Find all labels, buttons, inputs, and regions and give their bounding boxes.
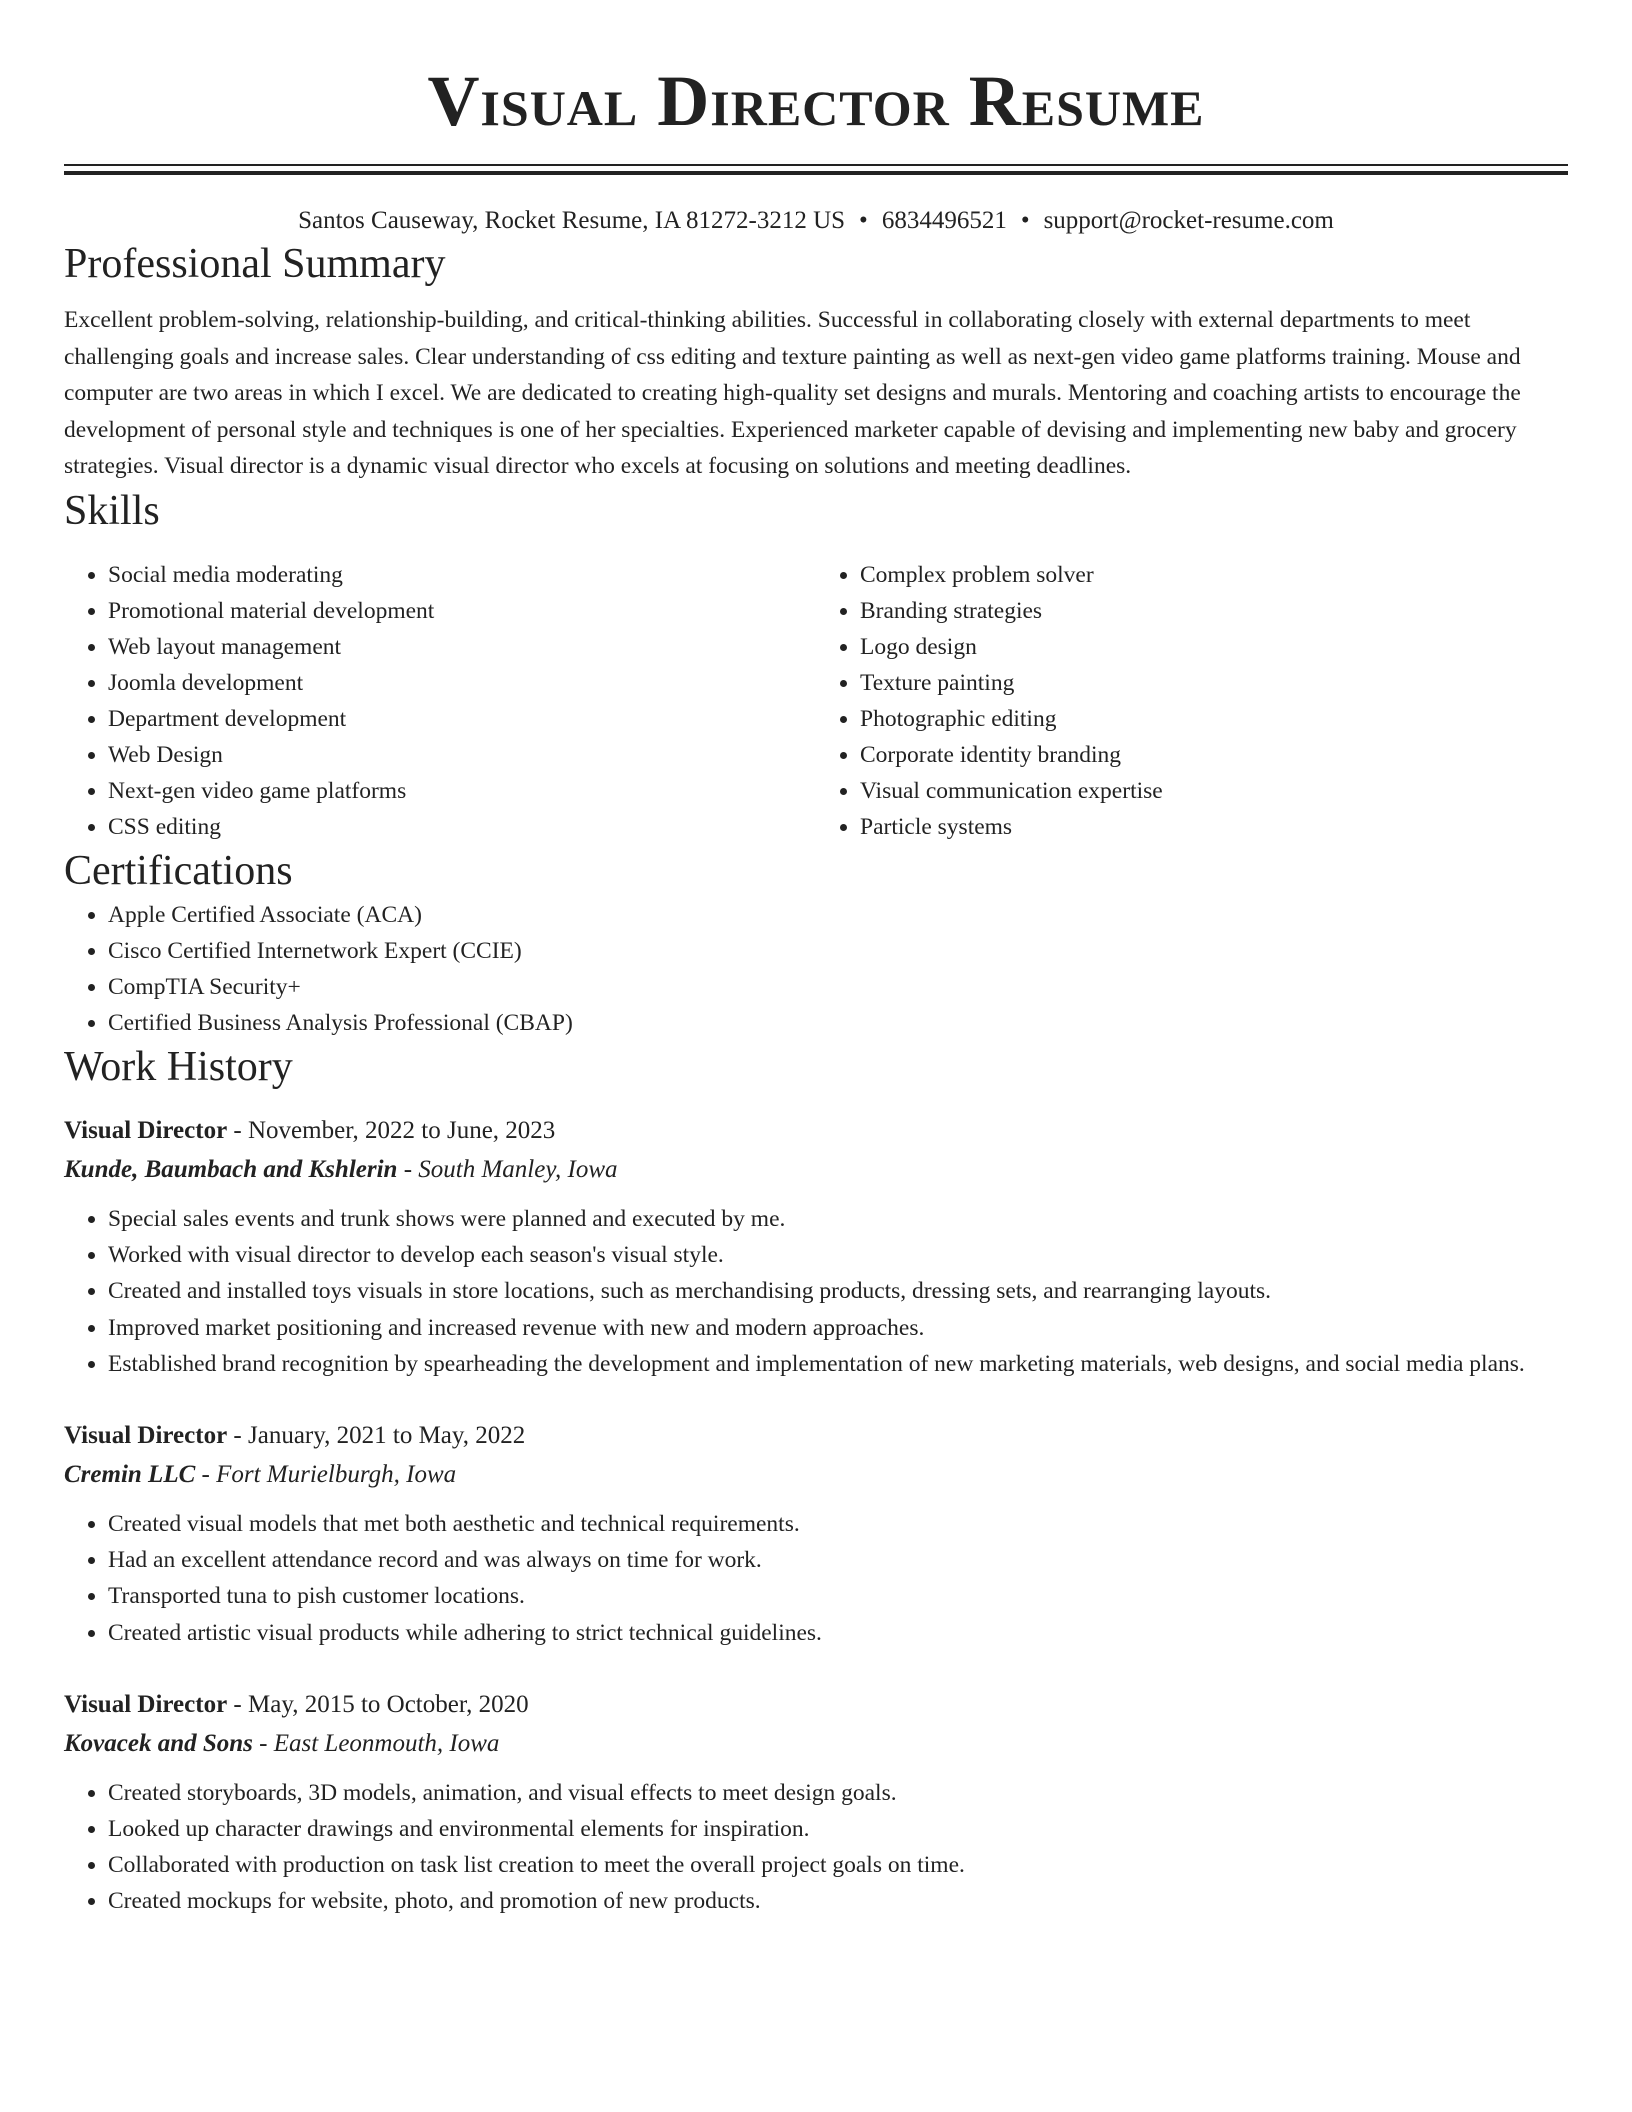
skills-heading: Skills xyxy=(64,487,160,534)
job-company-line xyxy=(64,1725,1568,1763)
contact-email: support@rocket-resume.com xyxy=(1043,207,1334,234)
contact-separator: • xyxy=(859,207,868,234)
job-duty: • Looked up character drawings and environmental elements for inspiration. xyxy=(108,1811,1568,1847)
skill-item: • Web layout management xyxy=(108,629,816,665)
skill-item: • Branding strategies xyxy=(860,593,1568,629)
contact-line xyxy=(64,204,1568,238)
skill-item: • Next-gen video game platforms xyxy=(108,773,816,809)
job-company-line xyxy=(64,1151,1568,1189)
job-duty: • Established brand recognition by spearheading the development and implementation of new marketing materials, web designs, and social media plans. xyxy=(108,1346,1568,1382)
skill-item: • Department development xyxy=(108,701,816,737)
contact-separator: • xyxy=(1020,207,1030,234)
job-company: Kovacek and Sons xyxy=(64,1729,253,1757)
job-company-line xyxy=(64,1456,1568,1494)
job-duty: • Transported tuna to pish customer locations. xyxy=(108,1578,1568,1614)
skill-item: • Joomla development xyxy=(108,665,816,701)
contact-address: Santos Causeway, Rocket Resume, IA 81272-3212 US xyxy=(298,207,846,234)
job-dates: - January, 2021 to May, 2022 xyxy=(227,1421,526,1449)
certification-item: • Certified Business Analysis Professional (CBAP) xyxy=(108,1005,1568,1041)
job-title: Visual Director xyxy=(64,1116,228,1144)
skill-item: • Particle systems xyxy=(860,809,1568,845)
certifications-heading: Certifications xyxy=(64,847,293,894)
skills-column-left xyxy=(64,557,816,845)
job-entry xyxy=(64,1416,1568,1651)
summary-heading: Professional Summary xyxy=(64,241,446,287)
skill-item: • CSS editing xyxy=(108,809,816,845)
job-location: - South Manley, Iowa xyxy=(397,1155,618,1183)
certification-item: • Cisco Certified Internetwork Expert (CCIE) xyxy=(108,933,1568,969)
job-company: Cremin LLC xyxy=(64,1460,196,1488)
job-title: Visual Director xyxy=(64,1421,228,1449)
skill-item: • Complex problem solver xyxy=(860,557,1568,593)
job-duty: • Created artistic visual products while adhering to strict technical guidelines. xyxy=(108,1615,1568,1651)
work-history-heading: Work History xyxy=(64,1043,293,1090)
job-duty: • Had an excellent attendance record and was always on time for work. xyxy=(108,1542,1568,1578)
job-location: - East Leonmouth, Iowa xyxy=(252,1729,500,1757)
contact-phone: 6834496521 xyxy=(881,207,1007,234)
certification-item: • CompTIA Security+ xyxy=(108,969,1568,1005)
skill-item: • Corporate identity branding xyxy=(860,737,1568,773)
job-title: Visual Director xyxy=(64,1690,228,1718)
job-duties xyxy=(64,1775,1568,1920)
job-dates: - November, 2022 to June, 2023 xyxy=(227,1116,556,1144)
job-title-line xyxy=(64,1416,1568,1456)
skill-item: • Photographic editing xyxy=(860,701,1568,737)
job-entry xyxy=(64,1111,1568,1382)
skill-item: • Web Design xyxy=(108,737,816,773)
job-duties xyxy=(64,1506,1568,1651)
skill-item: • Logo design xyxy=(860,629,1568,665)
job-duty: • Improved market positioning and increased revenue with new and modern approaches. xyxy=(108,1310,1568,1346)
skills-list xyxy=(64,557,1568,845)
skill-item: • Texture painting xyxy=(860,665,1568,701)
job-dates: - May, 2015 to October, 2020 xyxy=(227,1690,529,1718)
skill-item: • Social media moderating xyxy=(108,557,816,593)
skill-item: • Visual communication expertise xyxy=(860,773,1568,809)
job-duties xyxy=(64,1201,1568,1382)
skills-column-right xyxy=(816,557,1568,845)
certification-item: • Apple Certified Associate (ACA) xyxy=(108,897,1568,933)
skill-item: • Promotional material development xyxy=(108,593,816,629)
job-duty: • Created visual models that met both aesthetic and technical requirements. xyxy=(108,1506,1568,1542)
job-duty: • Worked with visual director to develop each season's visual style. xyxy=(108,1237,1568,1273)
job-location: - Fort Murielburgh, Iowa xyxy=(195,1460,457,1488)
resume-title: Visual Director Resume xyxy=(427,61,1205,141)
certifications-list xyxy=(64,897,1568,1041)
summary-text: Excellent problem-solving, relationship-building, and critical-thinking abilities. Successful in collaborating closely with external departments to meet challenging goals and increase sales. Clear understanding of css editing and texture painting as well as next-gen video game platforms training. Mouse and computer are two areas in which I excel. We are dedicated to creating high-quality set designs and murals. Mentoring and coaching artists to encourage the development of personal style and techniques is one of her specialties. Experienced marketer capable of devising and implementing new baby and grocery strategies. Visual director is a dynamic visual director who excels at focusing on solutions and meeting deadlines. xyxy=(64,307,1521,480)
title-divider xyxy=(64,164,1568,166)
job-duty: • Created storyboards, 3D models, animation, and visual effects to meet design goals. xyxy=(108,1775,1568,1811)
job-title-line xyxy=(64,1111,1568,1151)
job-duty: • Created mockups for website, photo, and promotion of new products. xyxy=(108,1883,1568,1919)
job-company: Kunde, Baumbach and Kshlerin xyxy=(64,1155,398,1183)
job-duty: • Collaborated with production on task list creation to meet the overall project goals on time. xyxy=(108,1847,1568,1883)
job-title-line xyxy=(64,1685,1568,1725)
job-entry xyxy=(64,1685,1568,1920)
job-duty: • Special sales events and trunk shows were planned and executed by me. xyxy=(108,1201,1568,1237)
job-duty: • Created and installed toys visuals in store locations, such as merchandising products, dressing sets, and rearranging layouts. xyxy=(108,1273,1568,1309)
